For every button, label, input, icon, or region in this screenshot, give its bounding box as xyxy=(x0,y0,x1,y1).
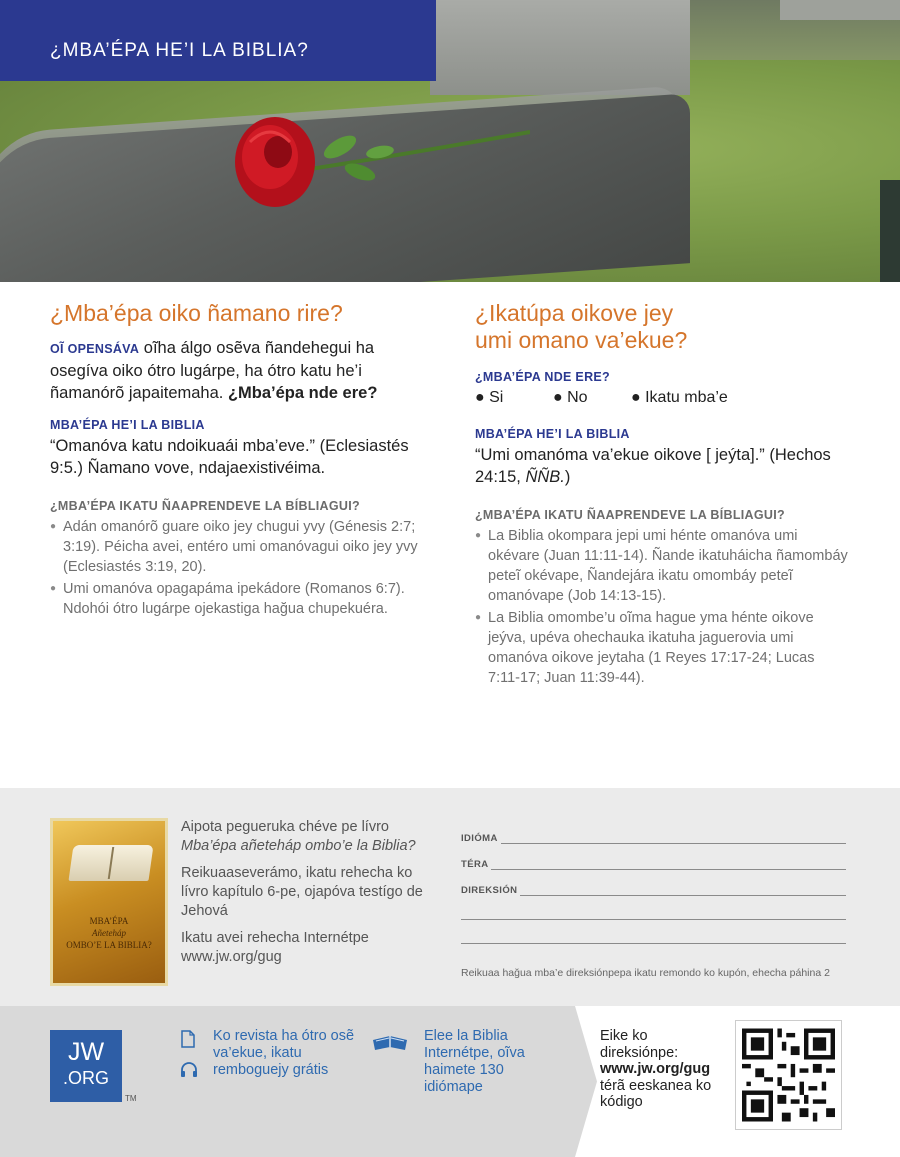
header-tag: ¿MBA’ÉPA HE’I LA BIBLIA? xyxy=(0,0,436,81)
document-icon xyxy=(181,1030,195,1048)
bible-quote: “Omanóva katu ndoikuaái mba’eve.” (Eclesiastés 9:5.) Ñamano vove, ndajaexistivéima. xyxy=(50,437,409,477)
address-label: DIREKSIÓN xyxy=(461,885,518,896)
background-tree xyxy=(880,180,900,282)
coupon-online-info: Ikatu avei rehecha Internétpe www.jw.org/gug xyxy=(181,930,369,965)
coupon-text xyxy=(181,818,431,975)
coupon-study-info: Reikuaaseverámo, ikatu rehecha ko lívro kapítulo 6-pe, ojapóva testígo de Jehová xyxy=(181,865,423,919)
jw-org-logo[interactable] xyxy=(50,1030,122,1102)
name-field[interactable] xyxy=(461,844,846,870)
book-cover-line: MBA’ÉPA xyxy=(89,916,129,926)
bible-says-label: MBA’ÉPA HE’I LA BIBLIA xyxy=(50,418,205,432)
language-line[interactable] xyxy=(501,834,846,844)
qr-code-icon xyxy=(742,1027,835,1123)
visit-suffix: térã eeskanea ko kódigo xyxy=(600,1077,712,1110)
option-si[interactable]: ● Si xyxy=(475,389,504,406)
open-bible-icon xyxy=(68,845,153,881)
coupon-request-text: Aipota pegueruka chéve pe lívro xyxy=(181,819,389,835)
list-item: ● Adán omanórõ guare oiko jey chugui yvy (Génesis 2:7; 3:19). Péicha avei, entéro umi omanóvagui oiko jey yvy (Eclesiastés 3:19, 20). xyxy=(50,517,420,577)
address-line-2[interactable] xyxy=(461,896,846,920)
right-heading-line1: ¿Ikatúpa oikove jey xyxy=(475,300,674,326)
list-item: ● Umi omanóva opagapáma ipekádore (Romanos 6:7). Ndohói ótro lugárpe ojekastiga hağua chupekuéra. xyxy=(50,579,420,619)
language-label: IDIÓMA xyxy=(461,833,498,844)
bullet-list xyxy=(50,517,420,619)
intro-text: oĩha álgo osẽva ñandehegui ha osegíva oiko ótro lugárpe, ha ótro katu he’i ñamanórõ japaitemaha. xyxy=(50,339,375,402)
headphones-icon xyxy=(180,1061,198,1077)
bullet-list xyxy=(475,526,850,688)
logo-jw: JW xyxy=(67,1038,105,1066)
left-column xyxy=(50,300,420,619)
address-field[interactable] xyxy=(461,870,846,896)
intro-paragraph xyxy=(50,337,420,404)
right-heading-line2: umi omano va’ekue? xyxy=(475,327,688,353)
right-column xyxy=(475,300,850,688)
coupon-request xyxy=(181,818,431,856)
book-cover-line: Añeteháp xyxy=(92,928,126,938)
download-info: Ko revista ha ótro osẽ va’ekue, ikatu remboguejy grátis xyxy=(213,1028,355,1078)
visit-prefix: Eike ko direksiónpe: xyxy=(600,1028,679,1061)
book-title: Mba’épa añeteháp ombo’e la Biblia? xyxy=(181,838,416,854)
bible-quote-text: “Umi omanóma va’ekue oikove [ jeýta].” (Hechos 24:15, xyxy=(475,446,831,486)
logo-org: .ORG xyxy=(62,1068,109,1088)
book-cover-text xyxy=(53,915,165,951)
language-field[interactable] xyxy=(461,818,846,844)
bible-says-label: MBA’ÉPA HE’I LA BIBLIA xyxy=(475,427,630,441)
learn-label: ¿MBA’ÉPA IKATU ÑAAPRENDEVE LA BÍBLIAGUI? xyxy=(475,508,785,522)
name-label: TÉRA xyxy=(461,859,489,870)
answer-options xyxy=(475,389,850,407)
list-item: ● La Biblia omombe’u oĩma hague yma hénte oikove jeýva, upéva ohechauka ikatuha jaguerovia umi omanóva oikove jeytaha (1 Reyes 17:17-24; Lucas 7:11-17; Juan 11:39-44). xyxy=(475,608,850,688)
open-book-icon xyxy=(371,1032,409,1054)
background-headstone xyxy=(430,0,690,95)
coupon-note: Reikuaa hağua mba’e direksiónpepa ikatu remondo ko kupón, ehecha páhina 2 xyxy=(461,967,830,979)
bible-version: ÑÑB. xyxy=(525,468,565,486)
left-heading: ¿Mba’épa oiko ñamano rire? xyxy=(50,300,343,326)
bible-quote xyxy=(475,444,850,488)
website-link[interactable]: www.jw.org/gug xyxy=(600,1061,711,1077)
name-line[interactable] xyxy=(491,860,846,870)
right-heading xyxy=(475,300,850,354)
red-rose-icon xyxy=(230,102,530,222)
trademark-symbol: TM xyxy=(125,1094,137,1103)
question-label: ¿MBA’ÉPA NDE ERE? xyxy=(475,370,610,384)
bible-online-info: Elee la Biblia Internétpe, oĩva haimete 130 idiómape xyxy=(424,1028,525,1095)
background-headstone xyxy=(780,0,900,20)
list-item: ● La Biblia okompara jepi umi hénte omanóva umi okévare (Juan 11:11-14). Ñande ikatuháicha ñamombáy peteĩ okévape, Ñandejára ikatu omombáy peteĩ omanóvape (Job 14:13-15). xyxy=(475,526,850,606)
qr-code[interactable] xyxy=(735,1020,842,1130)
intro-question: ¿Mba’épa nde ere? xyxy=(227,384,378,402)
book-cover-line: OMBO’E LA BIBLIA? xyxy=(66,940,152,950)
address-line-3[interactable] xyxy=(461,920,846,944)
coupon-form xyxy=(461,818,846,944)
bible-quote-close: ) xyxy=(564,468,571,486)
intro-label: OĨ OPENSÁVA xyxy=(50,342,140,356)
book-cover-image xyxy=(50,818,168,986)
option-ikatu[interactable]: ● Ikatu mba’e xyxy=(631,389,728,406)
visit-info xyxy=(600,1028,728,1111)
learn-label: ¿MBA’ÉPA IKATU ÑAAPRENDEVE LA BÍBLIAGUI? xyxy=(50,499,360,513)
option-no[interactable]: ● No xyxy=(553,389,588,406)
address-line[interactable] xyxy=(520,886,846,896)
